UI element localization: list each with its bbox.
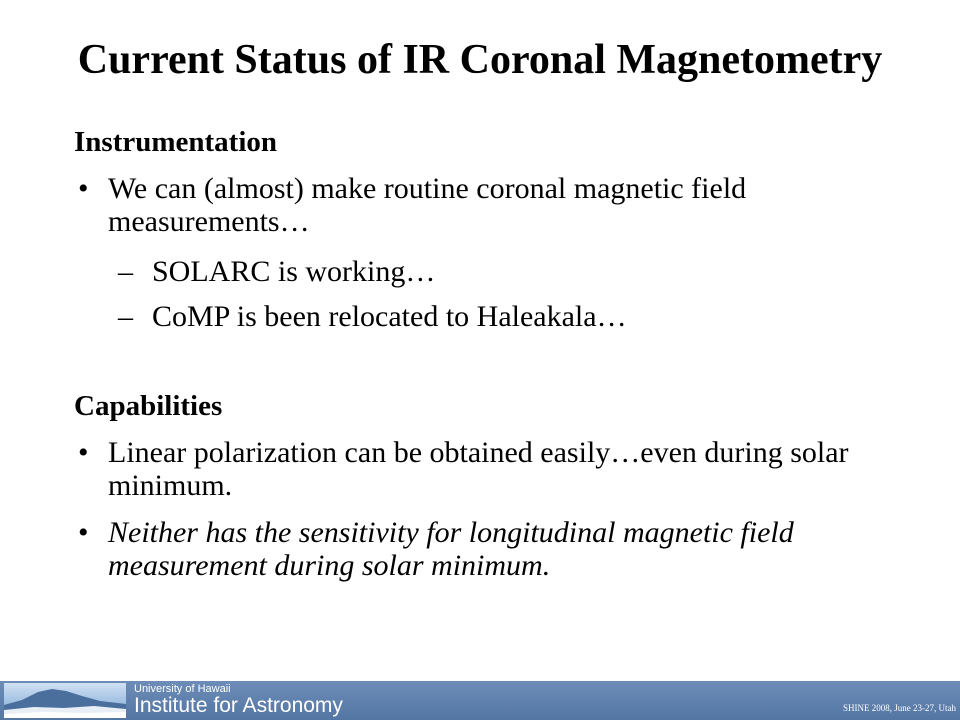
- footer-bar: [0, 681, 960, 720]
- bullet-item: [74, 172, 868, 238]
- sub-bullet-item: [74, 254, 914, 290]
- slide-title: Current Status of IR Coronal Magnetometry: [77, 37, 883, 83]
- bullet-text: Linear polarization can be obtained easily…even during solar minimum.: [108, 436, 849, 502]
- sub-bullet-marker: –: [118, 300, 133, 333]
- bullet-item: [74, 436, 898, 502]
- bullet-text: Neither has the sensitivity for longitudinal magnetic field measurement during solar minimum.: [108, 516, 794, 582]
- sub-bullet-text: CoMP is been relocated to Haleakala…: [152, 300, 627, 333]
- org-name-line1: University of Hawaii: [134, 683, 231, 695]
- sub-bullet-item: [74, 299, 914, 335]
- bullet-marker: •: [78, 436, 89, 469]
- bullet-marker: •: [78, 516, 89, 549]
- bullet-marker: •: [78, 172, 89, 205]
- footer-credit: SHINE 2008, June 23-27, Utah: [843, 703, 956, 713]
- mountain-photo-icon: [4, 683, 126, 718]
- sub-bullet-marker: –: [118, 255, 133, 288]
- section-heading-capabilities: Capabilities: [74, 390, 223, 422]
- org-name-line2: Institute for Astronomy: [134, 694, 343, 717]
- bullet-text: We can (almost) make routine coronal magnetic field measurements…: [108, 172, 747, 238]
- bullet-item: [74, 516, 928, 582]
- section-heading-instrumentation: Instrumentation: [74, 126, 278, 158]
- slide-body: [74, 124, 914, 582]
- sub-bullet-text: SOLARC is working…: [152, 255, 436, 288]
